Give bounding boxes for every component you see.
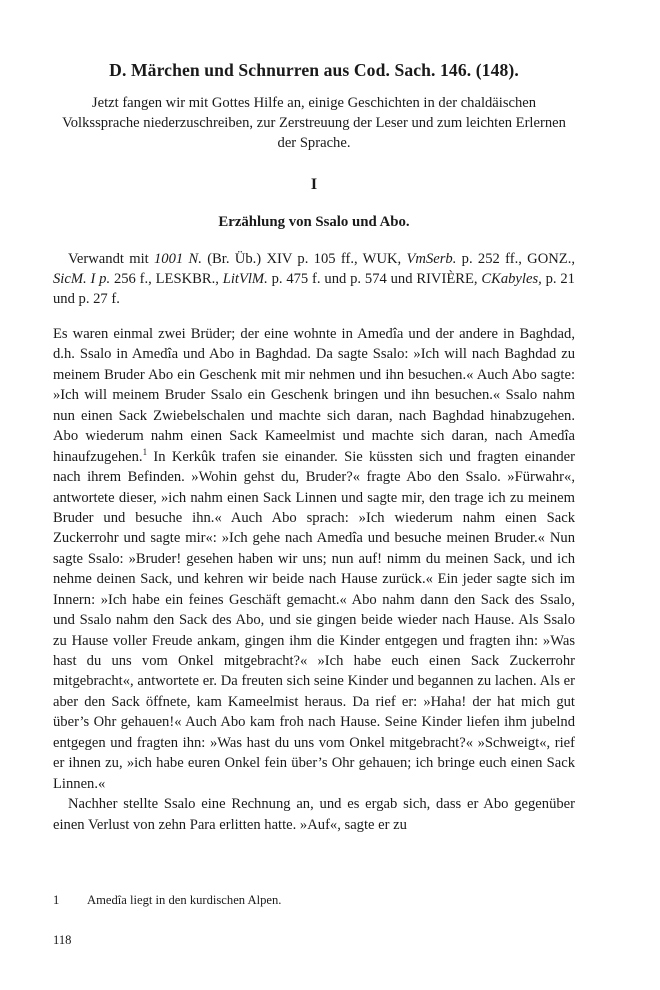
paragraph-1-part-a: Es waren einmal zwei Brüder; der eine wohnte in Amedîa und der andere in Baghdad, d.h. Ssalo in Amedîa und Abo in Baghdad. Da sagte Ssalo: »Ich will nach Baghdad zu meinem Bruder Abo ein Geschenk mit mir nehmen und ihn besuchen.« Auch Abo sagte: »Ich will meinem Bruder Ssalo ein Geschenk bringen und ihn besuchen.« Ssalo nahm nun einen Sack Zwiebelschalen und machte sich daran, nach Baghdad hinabzugehen. Abo wiederum nahm einen Sack Kameelmist und machte sich daran, nach Amedîa hinaufzugehen. — [53, 326, 575, 465]
section-number: I — [310, 176, 318, 193]
reference-text: p. 475 f. und p. 574 und RIVIÈRE, — [267, 271, 482, 287]
story-text — [53, 324, 575, 835]
reference-text: 256 f., LESKBR., — [110, 271, 223, 287]
reference-title: 1001 N. — [154, 251, 202, 267]
reference-title: CKabyles, — [481, 271, 542, 287]
intro-paragraph: Jetzt fangen wir mit Gottes Hilfe an, einige Geschichten in der chaldäischen Volkssprache niederzuschreiben, zur Zerstreuung der Leser und zum leichten Erlernen der Sprache. — [62, 95, 566, 151]
footnote — [53, 893, 575, 908]
chapter-heading: D. Märchen und Schnurren aus Cod. Sach. 146. (148). — [109, 60, 519, 80]
footnote-number: 1 — [53, 893, 60, 907]
reference-text: p. 21 und p. 27 f. — [53, 271, 575, 307]
footnote-text: Amedîa liegt in den kurdischen Alpen. — [87, 893, 282, 907]
footnote-marker: 1 — [142, 446, 148, 457]
reference-title: SicM. I p. — [53, 271, 111, 287]
reference-title: LitVlM. — [222, 271, 268, 287]
paragraph-1 — [53, 324, 575, 794]
reference-text: p. 252 ff., GONZ., — [456, 251, 576, 267]
paragraph-2: Nachher stellte Ssalo eine Rechnung an, und es ergab sich, dass er Abo gegenüber einen Verlust von zehn Para erlitten hatte. »Auf«, sagte er zu — [53, 796, 575, 833]
references-paragraph — [53, 249, 575, 309]
reference-title: VmSerb. — [406, 251, 457, 267]
page-number: 118 — [53, 933, 72, 947]
reference-text: Verwandt mit — [68, 251, 154, 267]
reference-text: (Br. Üb.) XIV p. 105 ff., WUK, — [201, 251, 407, 267]
paragraph-1-part-b: In Kerkûk trafen sie einander. Sie küssten sich und fragten einander nach ihrem Befinden. »Wohin gehst du, Bruder?« fragte Abo den Ssalo. »Fürwahr«, antwortete dieser, »ich nahm einen Sack Linnen und sagte mir, den trage ich zu meinem Bruder und besuche ihn.« Auch Abo sprach: »Ich wiederum nahm einen Sack Zuckerrohr und sagte mir«: »Ich gehe nach Amedîa und besuche meinen Bruder.« Nun sagte Ssalo: »Bruder! gesehen haben wir uns; nun auf! nimm du meinen Sack, und ich nehme deinen Sack, und kehren wir beide nach Hause zurück.« Ein jeder sagte sich im Innern: »Ich habe ein feines Geschäft gemacht.« Abo nahm dann den Sack des Ssalo, und Ssalo nahm den Sack des Abo, und sie gingen beide wieder nach Hause. Als Ssalo zu Hause voller Freude ankam, gingen ihm die Kinder entgegen und fragten ihn: »Was hast du uns vom Onkel mitgebracht?« »Ich habe euch einen Sack Zuckerrohr mitgebracht«, antwortete er. Da freuten sich seine Kinder und begannen zu lachen. Als er aber den Sack öffnete, kam Kameelmist heraus. Da rief er: »Haha! der hat mich gut über’s Ohr gehauen!« Auch Abo kam froh nach Hause. Seine Kinder liefen ihm jubelnd entgegen und fragten ihn: »Was hast du uns vom Onkel mitgebracht?« »Schweigt«, rief er ihnen zu, »ich habe euren Onkel fein über’s Ohr gehauen; ich bringe euch einen Sack Linnen.« — [53, 448, 575, 792]
story-title: Erzählung von Ssalo und Abo. — [218, 214, 410, 230]
